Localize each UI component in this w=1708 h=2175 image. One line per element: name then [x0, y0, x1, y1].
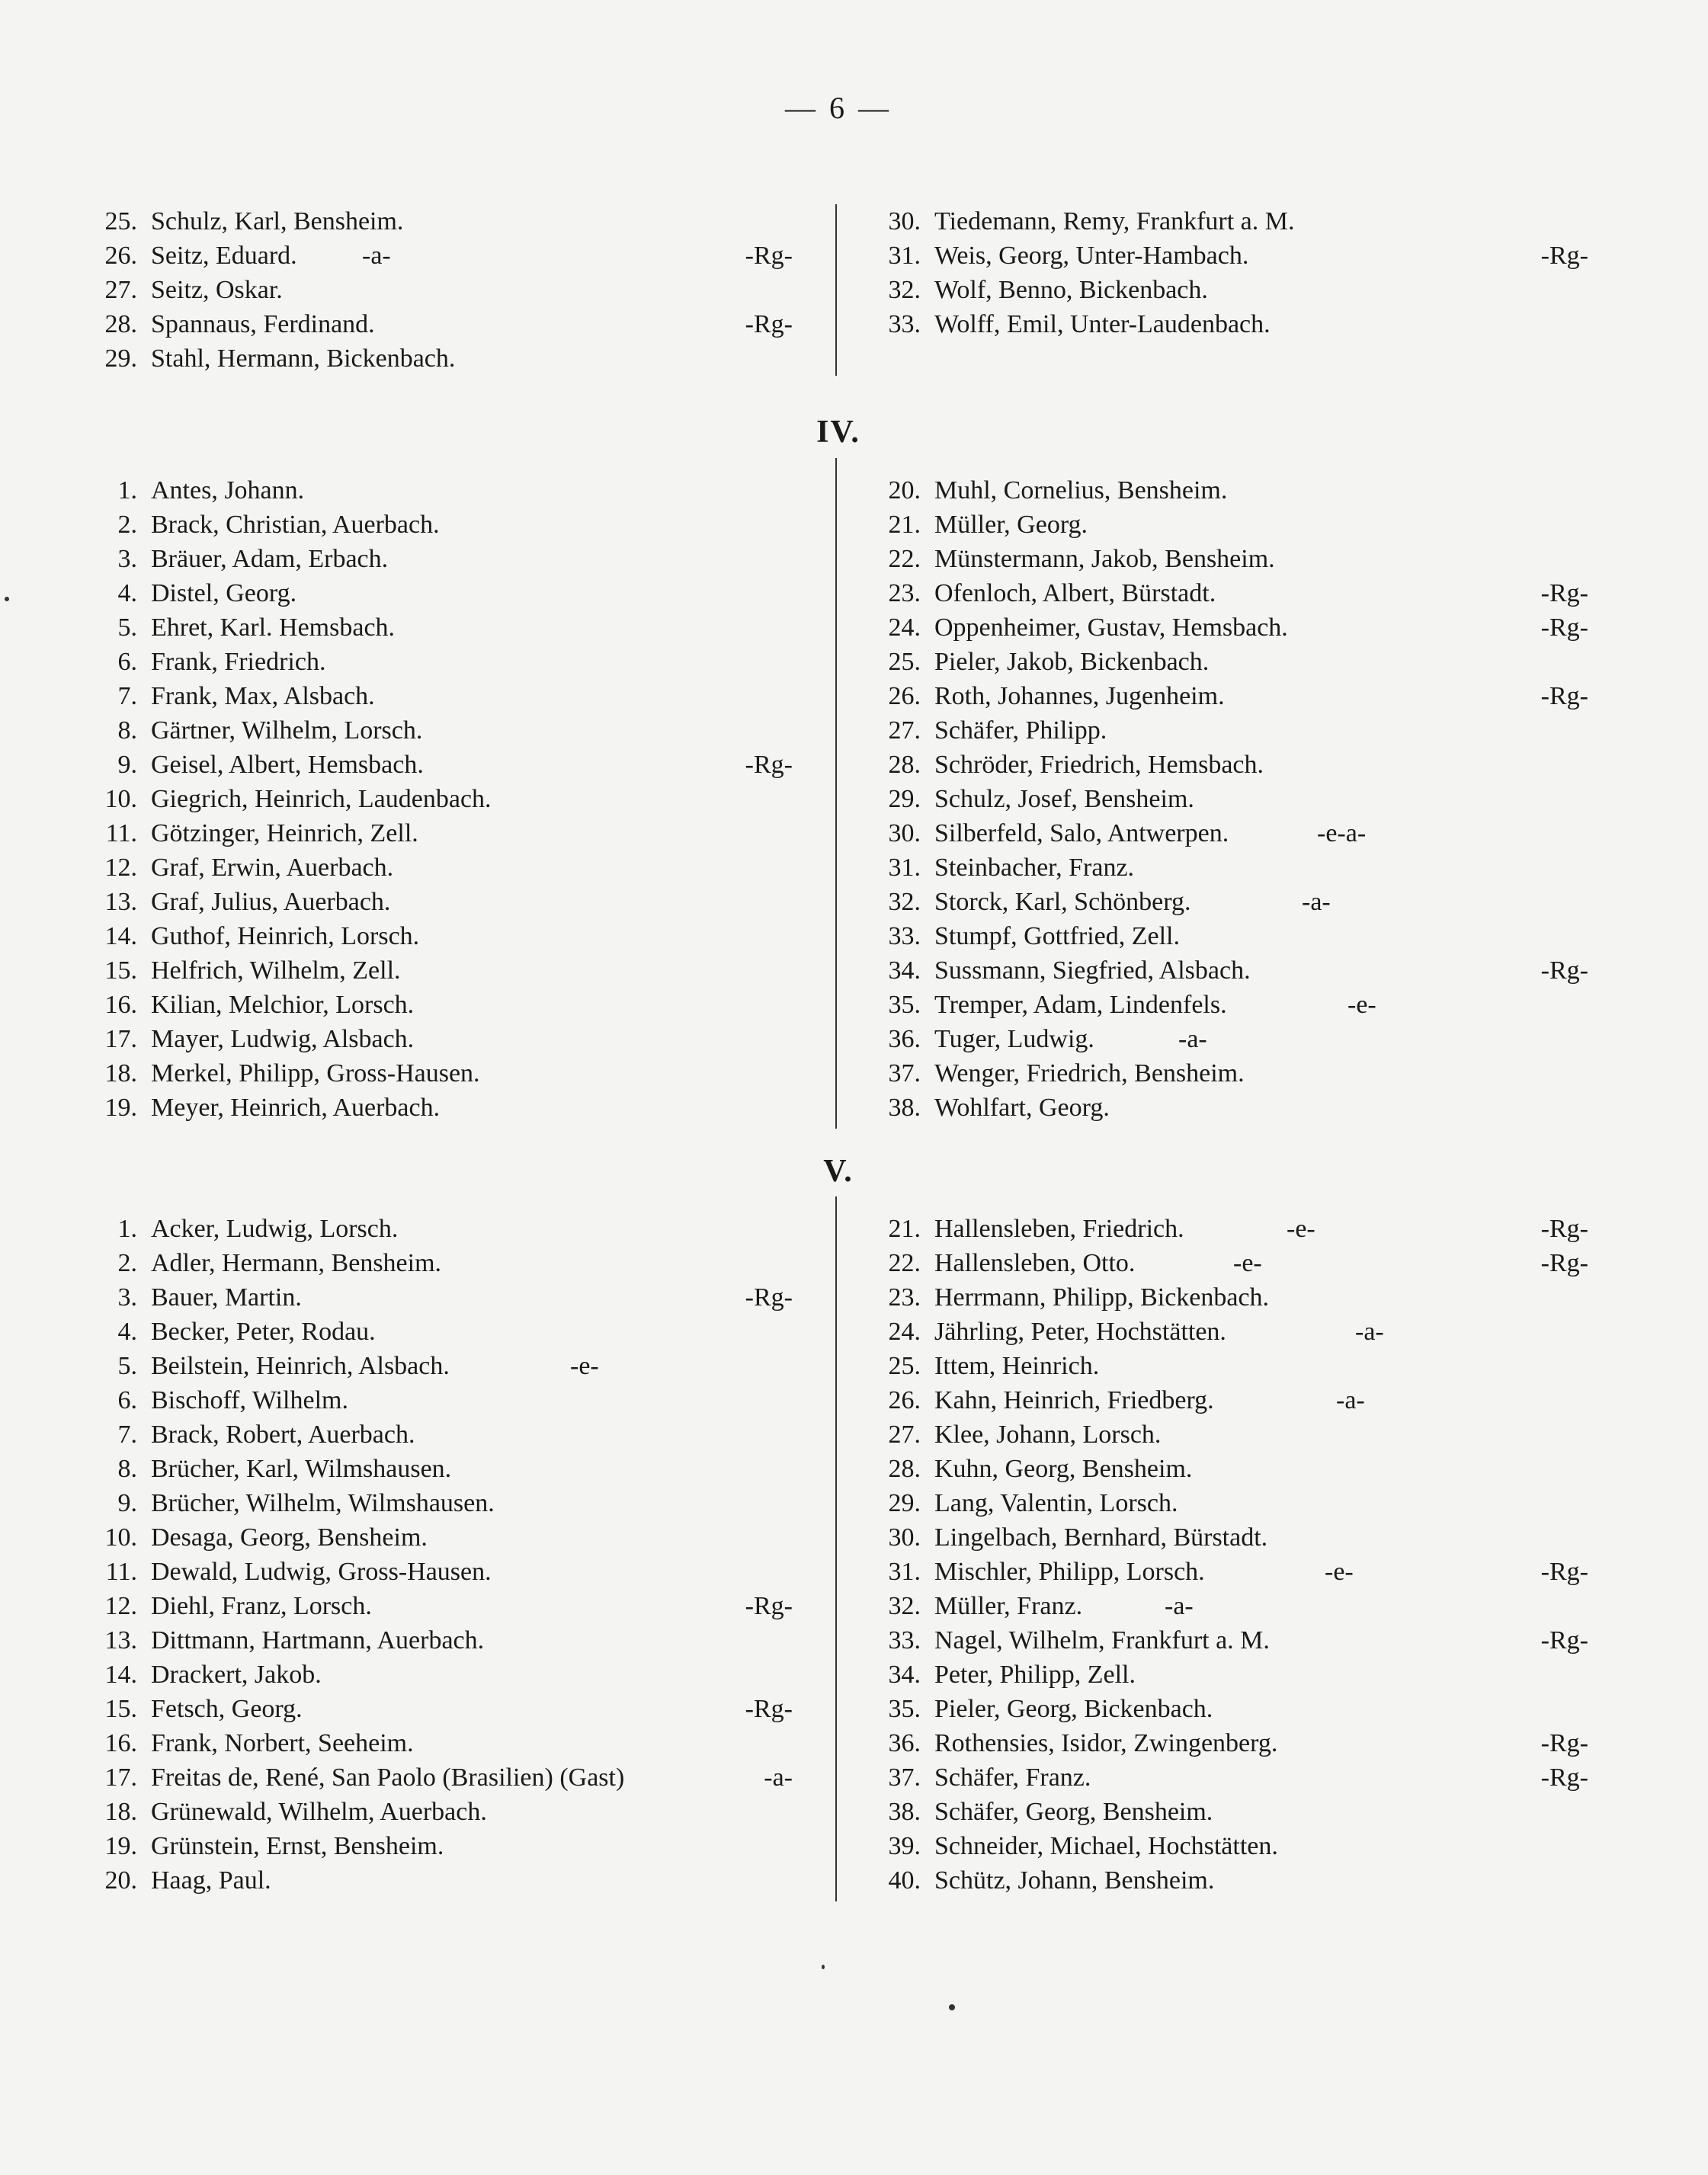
column-divider	[835, 1196, 837, 1901]
list-item: 9. Brücher, Wilhelm, Wilmshausen.	[117, 1489, 495, 1517]
list-item: 18. Grünewald, Wilhelm, Auerbach.	[104, 1798, 487, 1826]
list-item: 35. Pieler, Georg, Bickenbach.	[888, 1695, 1213, 1723]
list-item: 14. Guthof, Heinrich, Lorsch.	[104, 922, 420, 950]
list-item: 31. Mischler, Philipp, Lorsch. -e- -Rg-	[888, 1558, 1588, 1586]
list-item: 13. Graf, Julius, Auerbach.	[104, 888, 391, 916]
list-item: 7. Frank, Max, Alsbach.	[117, 682, 375, 710]
paper-speck	[822, 1965, 825, 1969]
list-item: 30. Tiedemann, Remy, Frankfurt a. M.	[888, 207, 1295, 235]
list-item: 15. Fetsch, Georg. -Rg-	[104, 1695, 793, 1723]
list-item: 27. Seitz, Oskar.	[104, 276, 283, 304]
list-item: 26. Kahn, Heinrich, Friedberg. -a-	[888, 1386, 1365, 1414]
column-right	[875, 1212, 1588, 1898]
column-left	[91, 473, 793, 1125]
list-item: 15. Helfrich, Wilhelm, Zell.	[104, 956, 401, 985]
list-item: 36. Rothensies, Isidor, Zwingenberg. -Rg-	[888, 1729, 1588, 1757]
list-item: 8. Gärtner, Wilhelm, Lorsch.	[117, 716, 423, 745]
paper-speck	[949, 2004, 955, 2010]
list-item: 1. Acker, Ludwig, Lorsch.	[117, 1215, 399, 1243]
list-item: 34. Sussmann, Siegfried, Alsbach. -Rg-	[888, 956, 1588, 985]
list-item: 39. Schneider, Michael, Hochstätten.	[888, 1832, 1278, 1860]
list-item: 37. Wenger, Friedrich, Bensheim.	[888, 1059, 1245, 1088]
list-item: 33. Wolff, Emil, Unter-Laudenbach.	[888, 310, 1271, 338]
list-item: 28. Spannaus, Ferdinand. -Rg-	[104, 310, 793, 338]
list-item: 20. Muhl, Cornelius, Bensheim.	[888, 476, 1228, 505]
list-item: 30. Silberfeld, Salo, Antwerpen. -e-a-	[888, 819, 1367, 847]
column-right	[875, 473, 1588, 1125]
list-item: 29. Stahl, Hermann, Bickenbach.	[104, 344, 456, 373]
column-left	[91, 204, 793, 376]
list-item: 21. Hallensleben, Friedrich. -e- -Rg-	[888, 1215, 1588, 1243]
list-item: 4. Distel, Georg.	[117, 579, 297, 607]
list-item: 9. Geisel, Albert, Hemsbach. -Rg-	[117, 751, 793, 779]
list-item: 17. Freitas de, René, San Paolo (Brasilien) (Gast) -a-	[104, 1763, 793, 1792]
list-item: 27. Klee, Johann, Lorsch.	[888, 1421, 1162, 1449]
list-item: 12. Graf, Erwin, Auerbach.	[104, 854, 394, 882]
list-item: 7. Brack, Robert, Auerbach.	[117, 1421, 415, 1449]
column-divider	[835, 458, 837, 1129]
list-item: 26. Roth, Johannes, Jugenheim. -Rg-	[888, 682, 1588, 710]
paper-speck	[5, 597, 9, 601]
list-item: 28. Kuhn, Georg, Bensheim.	[888, 1455, 1193, 1483]
list-item: 2. Adler, Hermann, Bensheim.	[117, 1249, 442, 1277]
list-item: 3. Bauer, Martin. -Rg-	[117, 1283, 793, 1312]
list-item: 11. Götzinger, Heinrich, Zell.	[105, 819, 418, 847]
list-item: 35. Tremper, Adam, Lindenfels. -e-	[888, 991, 1376, 1019]
list-item: 30. Lingelbach, Bernhard, Bürstadt.	[888, 1523, 1268, 1552]
list-item: 22. Hallensleben, Otto. -e- -Rg-	[888, 1249, 1588, 1277]
list-item: 32. Müller, Franz. -a-	[888, 1592, 1194, 1620]
list-item: 33. Stumpf, Gottfried, Zell.	[888, 922, 1181, 950]
list-item: 21. Müller, Georg.	[888, 511, 1088, 539]
list-item: 10. Giegrich, Heinrich, Laudenbach.	[104, 785, 492, 813]
list-item: 1. Antes, Johann.	[117, 476, 305, 505]
list-item: 8. Brücher, Karl, Wilmshausen.	[117, 1455, 452, 1483]
list-item: 24. Jährling, Peter, Hochstätten. -a-	[888, 1318, 1384, 1346]
column-left	[91, 1212, 793, 1898]
list-item: 11. Dewald, Ludwig, Gross-Hausen.	[105, 1558, 492, 1586]
list-item: 25. Ittem, Heinrich.	[888, 1352, 1100, 1380]
list-item: 26. Seitz, Eduard. -a- -Rg-	[104, 242, 793, 270]
list-item: 10. Desaga, Georg, Bensheim.	[104, 1523, 428, 1552]
list-item: 6. Bischoff, Wilhelm.	[117, 1386, 348, 1414]
list-item: 4. Becker, Peter, Rodau.	[117, 1318, 376, 1346]
list-item: 27. Schäfer, Philipp.	[888, 716, 1107, 745]
list-item: 2. Brack, Christian, Auerbach.	[117, 511, 440, 539]
list-item: 22. Münstermann, Jakob, Bensheim.	[888, 545, 1275, 573]
list-item: 5. Beilstein, Heinrich, Alsbach. -e-	[117, 1352, 599, 1380]
section-heading-v: V.	[823, 1154, 854, 1189]
list-item: 23. Herrmann, Philipp, Bickenbach.	[888, 1283, 1270, 1312]
list-item: 40. Schütz, Johann, Bensheim.	[888, 1866, 1215, 1895]
list-item: 12. Diehl, Franz, Lorsch. -Rg-	[104, 1592, 793, 1620]
list-item: 13. Dittmann, Hartmann, Auerbach.	[104, 1626, 485, 1654]
list-item: 33. Nagel, Wilhelm, Frankfurt a. M. -Rg-	[888, 1626, 1588, 1654]
list-item: 38. Schäfer, Georg, Bensheim.	[888, 1798, 1213, 1826]
list-item: 25. Schulz, Karl, Bensheim.	[104, 207, 404, 235]
list-item: 16. Frank, Norbert, Seeheim.	[104, 1729, 414, 1757]
list-item: 32. Wolf, Benno, Bickenbach.	[888, 276, 1208, 304]
list-item: 36. Tuger, Ludwig. -a-	[888, 1025, 1207, 1053]
list-item: 34. Peter, Philipp, Zell.	[888, 1661, 1136, 1689]
list-item: 16. Kilian, Melchior, Lorsch.	[104, 991, 415, 1019]
column-right	[875, 204, 1588, 341]
list-item: 29. Lang, Valentin, Lorsch.	[888, 1489, 1178, 1517]
list-item: 14. Drackert, Jakob.	[104, 1661, 322, 1689]
list-item: 20. Haag, Paul.	[104, 1866, 271, 1895]
column-divider	[835, 204, 837, 376]
list-item: 18. Merkel, Philipp, Gross-Hausen.	[104, 1059, 480, 1088]
list-item: 31. Steinbacher, Franz.	[888, 854, 1135, 882]
list-item: 37. Schäfer, Franz. -Rg-	[888, 1763, 1588, 1792]
list-item: 31. Weis, Georg, Unter-Hambach. -Rg-	[888, 242, 1588, 270]
list-item: 19. Grünstein, Ernst, Bensheim.	[104, 1832, 444, 1860]
page-number: — 6 —	[785, 91, 892, 125]
section-heading-iv: IV.	[816, 415, 860, 450]
list-item: 6. Frank, Friedrich.	[117, 648, 326, 676]
list-item: 3. Bräuer, Adam, Erbach.	[117, 545, 389, 573]
list-item: 24. Oppenheimer, Gustav, Hemsbach. -Rg-	[888, 613, 1588, 642]
list-item: 25. Pieler, Jakob, Bickenbach.	[888, 648, 1210, 676]
list-item: 28. Schröder, Friedrich, Hemsbach.	[888, 751, 1264, 779]
list-item: 5. Ehret, Karl. Hemsbach.	[117, 613, 396, 642]
list-item: 23. Ofenloch, Albert, Bürstadt. -Rg-	[888, 579, 1588, 607]
list-item: 32. Storck, Karl, Schönberg. -a-	[888, 888, 1331, 916]
list-item: 17. Mayer, Ludwig, Alsbach.	[104, 1025, 415, 1053]
list-item: 29. Schulz, Josef, Bensheim.	[888, 785, 1194, 813]
list-item: 38. Wohlfart, Georg.	[888, 1094, 1110, 1122]
list-item: 19. Meyer, Heinrich, Auerbach.	[104, 1094, 441, 1122]
